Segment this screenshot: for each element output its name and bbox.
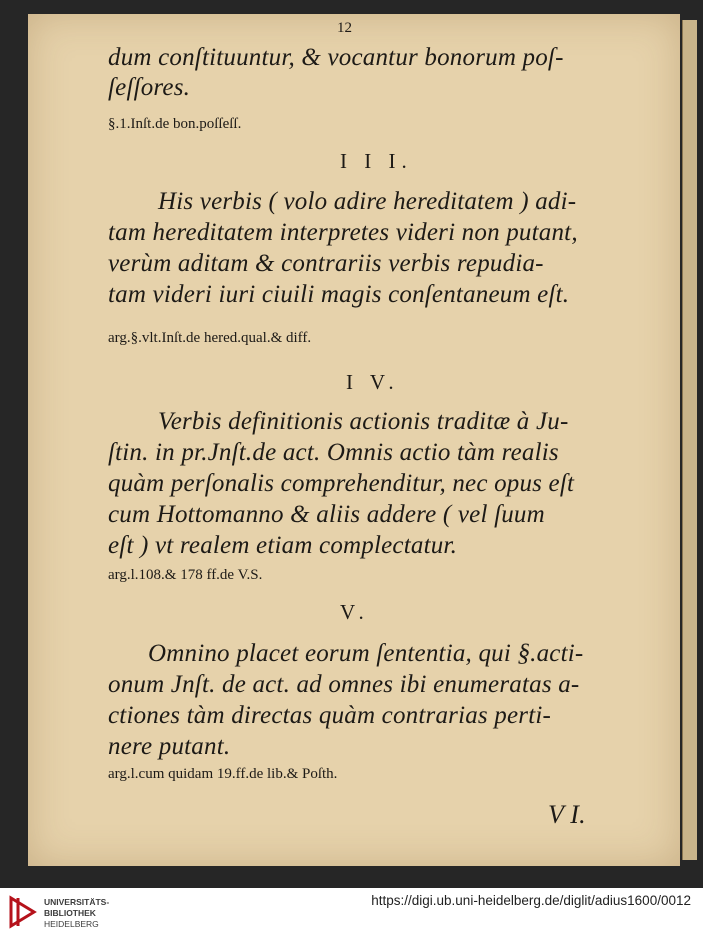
page-number: 12 (337, 20, 352, 36)
text-line: Verbis definitionis actionis traditæ à Ju- (158, 408, 569, 435)
text-line: eſt ) vt realem etiam complectatur. (108, 532, 458, 559)
citation: §.1.Inſt.de bon.poſſeſſ. (108, 116, 242, 132)
section-number: I V. (346, 370, 400, 394)
text-line: onum Jnſt. de act. ad omnes ibi enumeratas a- (108, 671, 580, 698)
text-line: His verbis ( volo adire hereditatem ) adi- (158, 188, 577, 215)
library-name[interactable]: UNIVERSITÄTS- BIBLIOTHEK HEIDELBERG (44, 897, 110, 929)
book-page (28, 14, 680, 866)
text-line: Omnino placet eorum ſententia, qui §.acti- (148, 640, 584, 667)
text-line: tam hereditatem interpretes videri non putant, (108, 219, 578, 246)
citation: arg.l.cum quidam 19.ff.de lib.& Poſth. (108, 766, 338, 782)
facing-page-edge (682, 20, 697, 860)
text-line: ſeſſores. (108, 74, 191, 101)
catchword: V I. (548, 800, 586, 829)
citation: arg.l.108.& 178 ff.de V.S. (108, 567, 263, 583)
text-line: dum conſtituuntur, & vocantur bonorum poſ- (108, 44, 564, 71)
university-library-logo-icon[interactable] (8, 894, 38, 930)
text-line: ſtin. in pr.Jnſt.de act. Omnis actio tàm realis (108, 439, 559, 466)
text-line: ctiones tàm directas quàm contrarias perti- (108, 702, 552, 729)
text-line: nere putant. (108, 733, 231, 760)
text-line: tam videri iuri ciuili magis conſentaneum eſt. (108, 281, 570, 308)
section-number: V. (340, 600, 370, 624)
text-line: cum Hottomanno & aliis addere ( vel ſuum (108, 501, 545, 528)
text-line: quàm perſonalis comprehenditur, nec opus eſt (108, 470, 575, 497)
text-line: verùm aditam & contrariis verbis repudia- (108, 250, 544, 277)
citation: arg.§.vlt.Inſt.de hered.qual.& diff. (108, 330, 312, 346)
permalink-url[interactable]: https://digi.ub.uni-heidelberg.de/diglit/adius1600/0012 (371, 893, 691, 908)
section-number: I I I. (340, 149, 413, 173)
